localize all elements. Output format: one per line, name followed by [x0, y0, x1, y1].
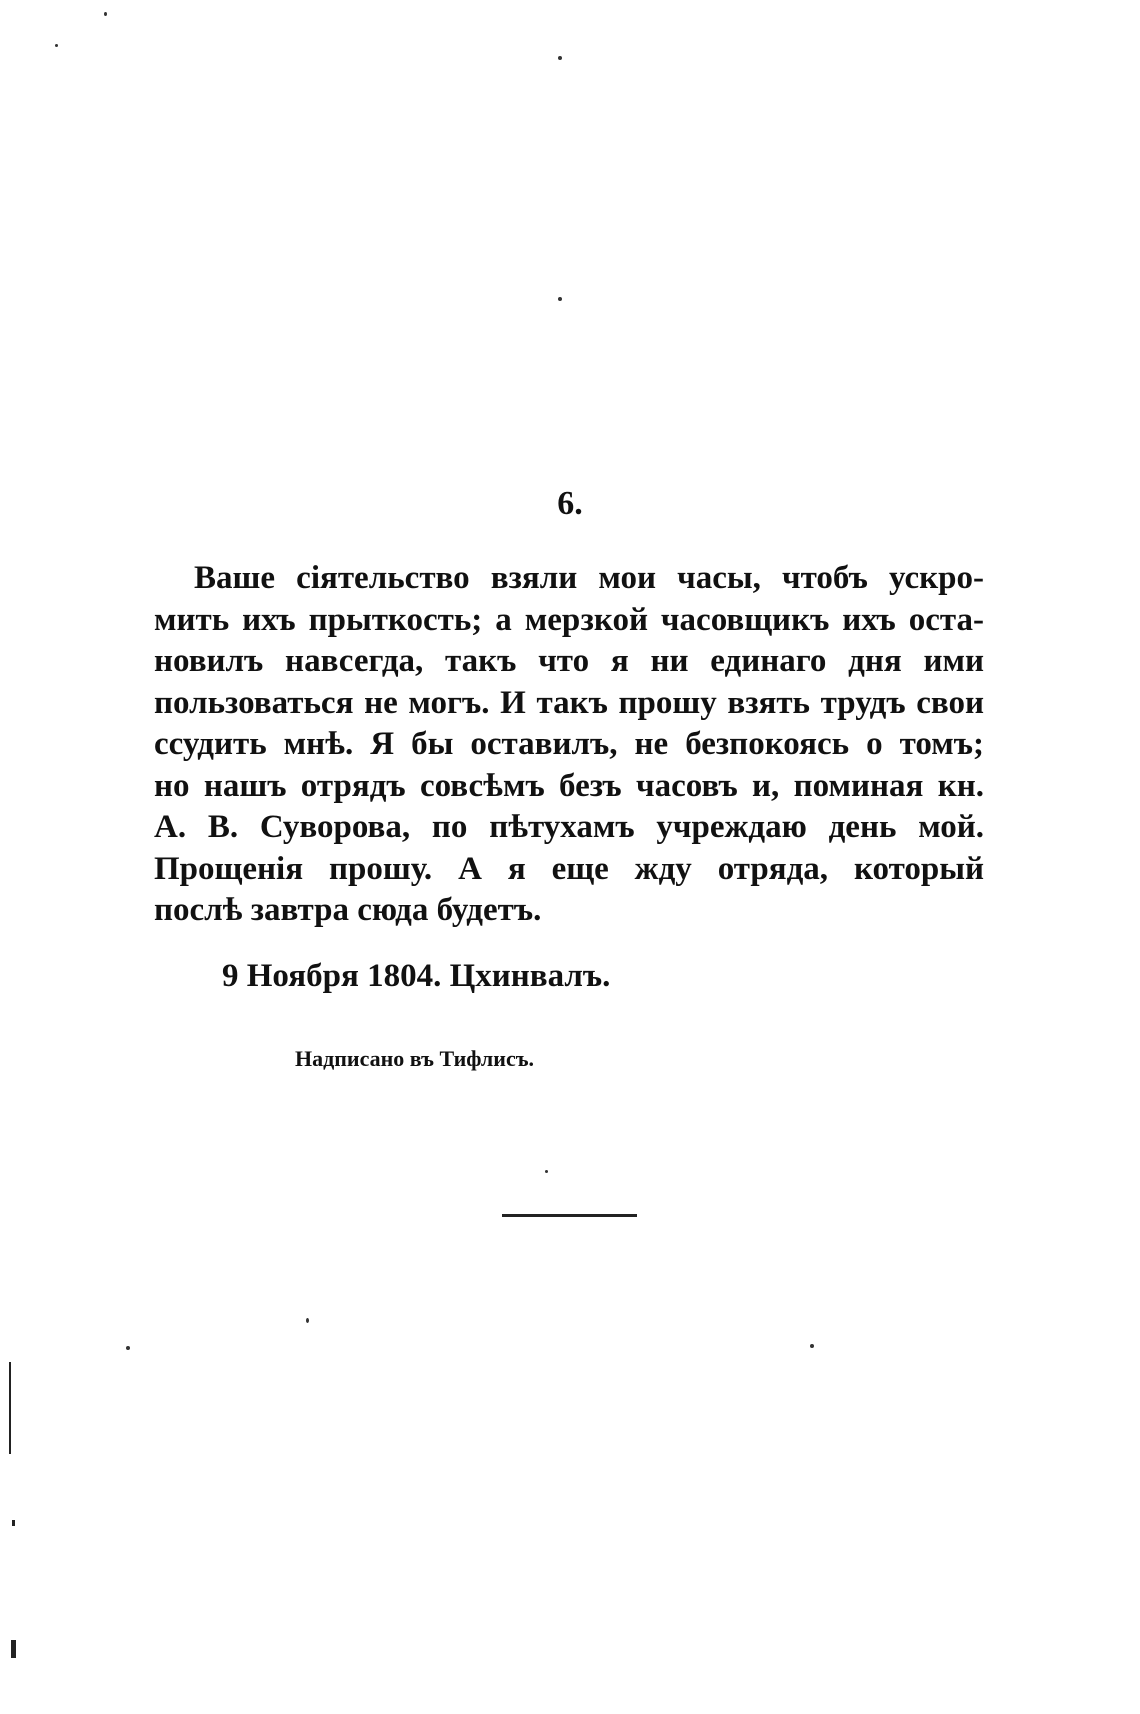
scan-edge-line [9, 1362, 11, 1454]
scan-speck [558, 56, 562, 60]
letter-line: пользоваться не могъ. И такъ прошу взять трудъ свои [154, 684, 984, 721]
scan-speck [126, 1346, 130, 1350]
scan-edge-mark [11, 1640, 16, 1658]
letter-line: Ваше сіятельство взяли мои часы, чтобъ ускро- [194, 560, 984, 596]
letter-line: новилъ навсегда, такъ что я ни единаго дня ими [154, 643, 984, 679]
scan-speck [306, 1318, 309, 1323]
letter-number: 6. [557, 485, 583, 522]
letter-line: ссудить мнѣ. Я бы оставилъ, не безпокоясь о томъ; [154, 726, 984, 762]
scan-speck [558, 297, 562, 301]
scan-speck [55, 44, 58, 47]
section-divider [502, 1214, 637, 1217]
letter-line: но нашъ отрядъ совсѣмъ безъ часовъ и, поминая кн. [154, 767, 984, 804]
letter-line: мить ихъ прыткость; а мерзкой часовщикъ ихъ оста- [154, 601, 984, 638]
scan-speck [545, 1170, 548, 1173]
letter-body [154, 558, 984, 932]
scan-speck [810, 1344, 814, 1348]
letter-line: А. В. Суворова, по пѣтухамъ учреждаю день мой. [154, 809, 984, 845]
scan-speck [104, 12, 107, 16]
letter-dateline: 9 Ноября 1804. Цхинвалъ. [222, 958, 611, 994]
scan-edge-mark [12, 1520, 15, 1526]
letter-line: Прощенія прошу. А я еще жду отряда, который [154, 850, 984, 887]
address-note: Надписано въ Тифлисъ. [295, 1046, 535, 1071]
letter-line: послѣ завтра сюда будетъ. [154, 892, 542, 928]
